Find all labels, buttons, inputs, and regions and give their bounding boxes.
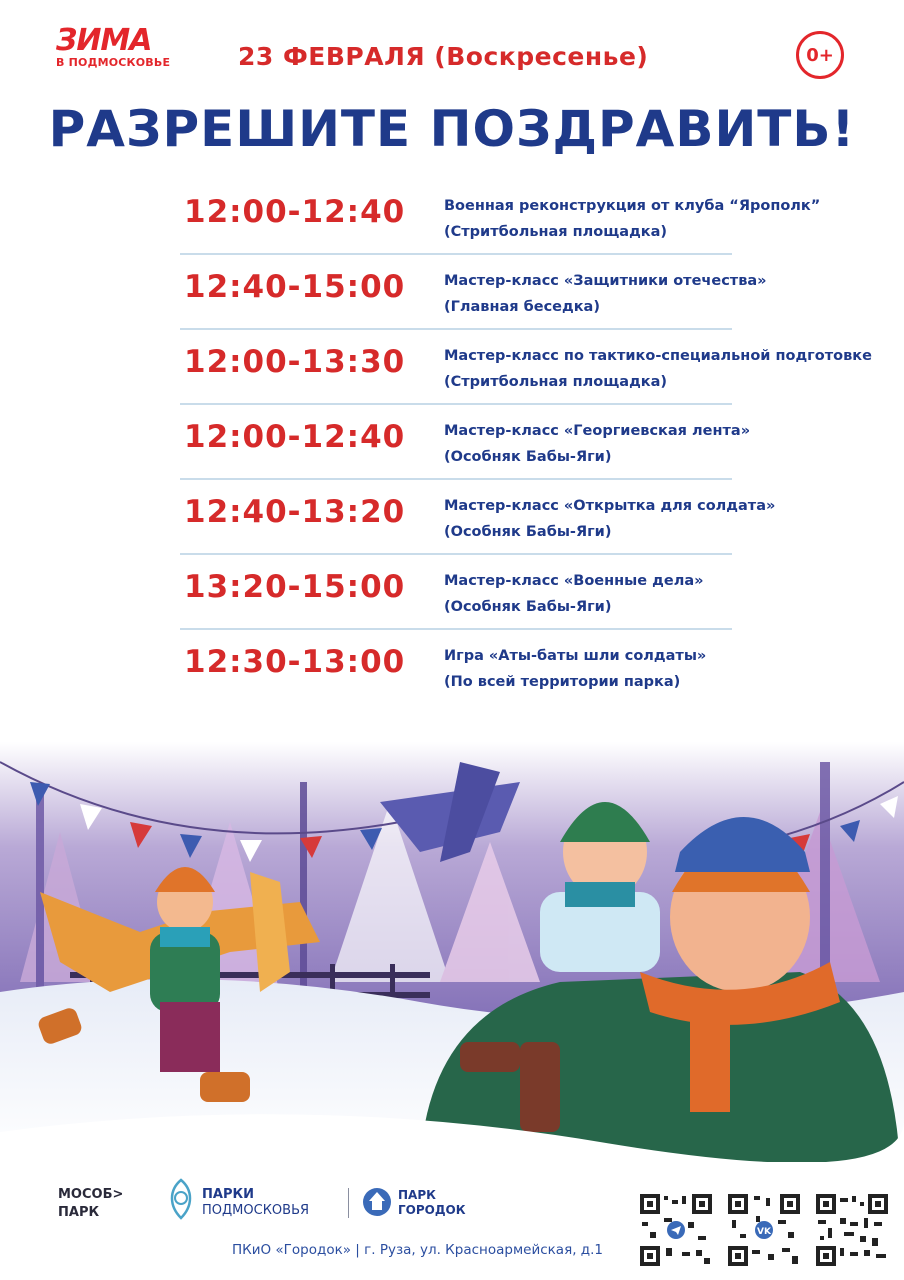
winter-illustration [0,742,904,1162]
zima-logo-main: ЗИМА [56,23,152,58]
gorodok-logo-line1: ПАРК [398,1188,436,1202]
schedule-place: (Особняк Бабы-Яги) [444,524,612,540]
schedule-time: 12:40-15:00 [184,269,406,305]
park-gorodok-icon [362,1187,392,1217]
schedule-event: Мастер-класс «Защитники отечества» [444,273,767,289]
schedule-place: (Стритбольная площадка) [444,374,668,390]
parks-podmoskovya-icon [166,1176,196,1222]
schedule-description [444,343,904,395]
schedule-time: 12:00-13:30 [184,344,406,380]
schedule-event: Мастер-класс «Открытка для солдата» [444,498,776,514]
schedule-list [180,180,900,705]
schedule-event: Мастер-класс «Георгиевская лента» [444,423,751,439]
schedule-time: 12:40-13:20 [184,494,406,530]
qr-code-vk[interactable] [726,1192,802,1268]
schedule-row [180,555,900,630]
schedule-row [180,480,900,555]
schedule-event: Военная реконструкция от клуба “Ярополк” [444,198,821,214]
park-address: ПКиО «Городок» | г. Руза, ул. Красноармейская, д.1 [232,1242,603,1258]
parks-logo-line1: ПАРКИ [202,1187,254,1202]
schedule-place: (Особняк Бабы-Яги) [444,599,612,615]
qr-code-telegram[interactable] [638,1192,714,1268]
schedule-description [444,568,904,620]
zima-logo-sub: В ПОДМОСКОВЬЕ [56,56,171,69]
schedule-event: Мастер-класс по тактико-специальной подготовке [444,348,872,364]
schedule-time: 12:00-12:40 [184,194,406,230]
schedule-time: 12:30-13:00 [184,644,406,680]
page-title: РАЗРЕШИТЕ ПОЗДРАВИТЬ! [48,100,856,158]
schedule-event: Мастер-класс «Военные дела» [444,573,704,589]
schedule-description [444,493,904,545]
schedule-event: Игра «Аты-баты шли солдаты» [444,648,707,664]
parks-logo-line2: ПОДМОСКОВЬЯ [202,1203,310,1218]
schedule-description [444,268,904,320]
parks-podmoskovya-logo [202,1187,309,1219]
zima-logo [56,23,176,69]
schedule-place: (Стритбольная площадка) [444,224,668,240]
schedule-row [180,630,900,705]
schedule-row [180,330,900,405]
mosoblpark-logo-line2: ПАРК [58,1205,100,1220]
svg-text:VK: VK [757,1227,771,1237]
schedule-place: (Главная беседка) [444,299,600,315]
schedule-time: 13:20-15:00 [184,569,406,605]
mosoblpark-logo [58,1186,123,1222]
schedule-time: 12:00-12:40 [184,419,406,455]
gorodok-logo-line2: ГОРОДОК [398,1203,466,1217]
park-gorodok-logo [398,1188,466,1218]
schedule-row [180,255,900,330]
schedule-row [180,180,900,255]
qr-code-website[interactable] [814,1192,890,1268]
schedule-description [444,418,904,470]
age-rating-badge: 0+ [796,31,844,79]
schedule-place: (По всей территории парка) [444,674,681,690]
mosoblpark-logo-line1: МОСОБ> [58,1187,124,1202]
logo-divider [348,1188,349,1218]
schedule-description [444,643,904,695]
schedule-row [180,405,900,480]
schedule-place: (Особняк Бабы-Яги) [444,449,612,465]
event-date: 23 ФЕВРАЛЯ (Воскресенье) [238,42,649,71]
schedule-description [444,193,904,245]
